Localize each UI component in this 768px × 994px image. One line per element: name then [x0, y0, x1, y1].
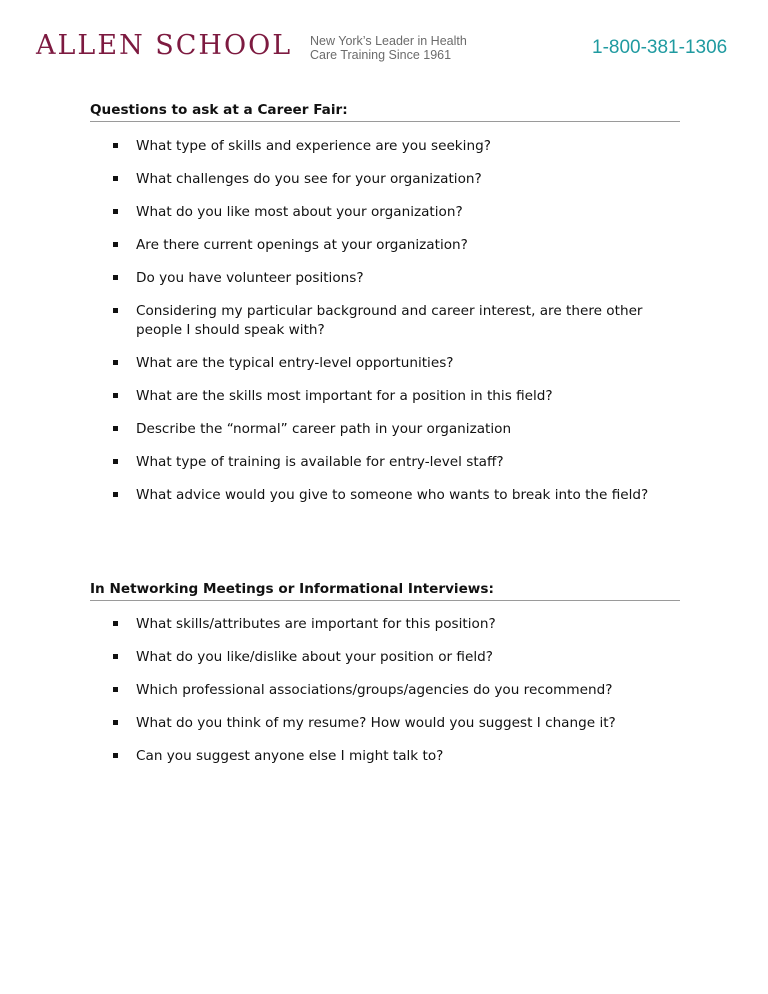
school-logo: ALLEN SCHOOL [36, 30, 293, 61]
question-list [90, 615, 680, 766]
bullet-square-icon [113, 360, 118, 365]
bullet-square-icon [113, 753, 118, 758]
tagline [310, 34, 467, 62]
list-item [90, 354, 676, 373]
list-item-text: What are the skills most important for a position in this field? [136, 388, 553, 404]
bullet-square-icon [113, 426, 118, 431]
list-item-text: What do you think of my resume? How would you suggest I change it? [136, 715, 616, 731]
list-item-text: What skills/attributes are important for this position? [136, 616, 496, 632]
bullet-square-icon [113, 654, 118, 659]
section-heading: In Networking Meetings or Informational Interviews: [90, 580, 680, 601]
question-list [90, 137, 680, 505]
list-item-text: Describe the “normal” career path in your organization [136, 421, 512, 437]
networking-section [90, 580, 680, 766]
list-item [90, 302, 676, 340]
list-item [90, 170, 676, 189]
bullet-square-icon [113, 143, 118, 148]
bullet-square-icon [113, 459, 118, 464]
list-item [90, 486, 676, 505]
list-item [90, 714, 676, 733]
list-item-text: What type of training is available for entry-level staff? [136, 454, 504, 470]
list-item-text: Do you have volunteer positions? [136, 270, 364, 286]
bullet-square-icon [113, 492, 118, 497]
bullet-square-icon [113, 242, 118, 247]
list-item-text: What are the typical entry-level opportunities? [136, 355, 454, 371]
list-item [90, 387, 676, 406]
bullet-square-icon [113, 308, 118, 313]
list-item-text: Which professional associations/groups/agencies do you recommend? [136, 682, 613, 698]
list-item [90, 269, 676, 288]
phone-number: 1-800-381-1306 [592, 37, 728, 58]
list-item-text: What do you like most about your organization? [136, 204, 463, 220]
career-fair-section [90, 101, 680, 505]
bullet-square-icon [113, 393, 118, 398]
bullet-square-icon [113, 720, 118, 725]
list-item-text: Can you suggest anyone else I might talk to? [136, 748, 444, 764]
tagline-line-1: New York’s Leader in Health [310, 34, 467, 48]
bullet-square-icon [113, 687, 118, 692]
list-item [90, 137, 676, 156]
list-item [90, 648, 676, 667]
section-heading: Questions to ask at a Career Fair: [90, 101, 680, 122]
bullet-square-icon [113, 209, 118, 214]
list-item [90, 681, 676, 700]
list-item-text: What advice would you give to someone who wants to break into the field? [136, 487, 649, 503]
list-item [90, 747, 676, 766]
list-item [90, 420, 676, 439]
list-item-text: Are there current openings at your organization? [136, 237, 468, 253]
list-item [90, 203, 676, 222]
page-header [0, 0, 768, 80]
tagline-line-2: Care Training Since 1961 [310, 48, 452, 62]
list-item-text: What challenges do you see for your organization? [136, 171, 482, 187]
list-item [90, 453, 676, 472]
list-item-text: What do you like/dislike about your position or field? [136, 649, 493, 665]
bullet-square-icon [113, 275, 118, 280]
list-item-text: What type of skills and experience are you seeking? [136, 138, 491, 154]
bullet-square-icon [113, 176, 118, 181]
list-item-text: Considering my particular background and career interest, are there other people I should speak with? [136, 303, 643, 338]
list-item [90, 236, 676, 255]
list-item [90, 615, 676, 634]
bullet-square-icon [113, 621, 118, 626]
